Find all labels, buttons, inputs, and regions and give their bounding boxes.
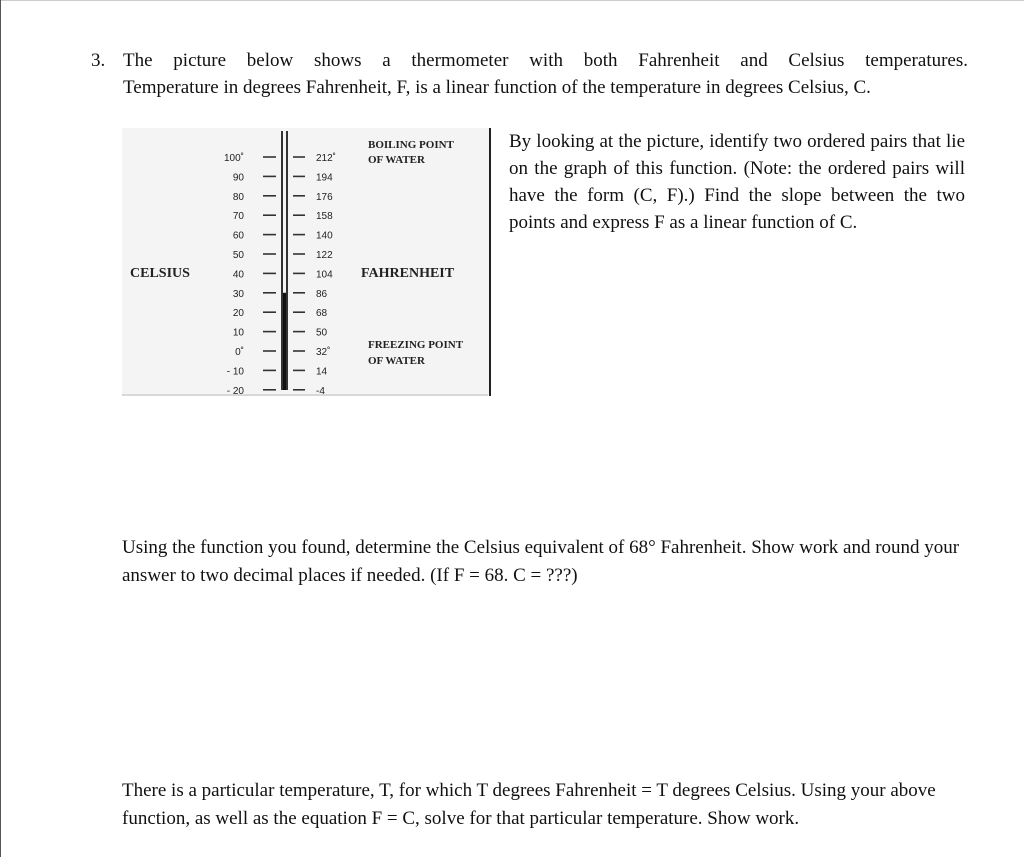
celsius-label: CELSIUS — [130, 266, 190, 281]
thermometer-panel — [122, 128, 490, 396]
celsius-tick-label: 90 — [232, 172, 244, 184]
celsius-tick-label: 0˚ — [235, 347, 244, 358]
thermometer-figure — [122, 128, 492, 396]
fahrenheit-tick-label: 104 — [316, 269, 333, 281]
question-part-b: Using the function you found, determine the Celsius equivalent of 68° Fahrenheit. Show work and round your answer to two decimal places if needed. (If F = 68. C = ???) — [122, 537, 960, 586]
question-intro-line-1: The picture below shows a thermometer with both Fahrenheit and Celsius temperatures. — [123, 50, 968, 71]
fahrenheit-tick-label: 158 — [316, 211, 333, 223]
boiling-point-label-line-1: BOILING POINT — [368, 139, 454, 151]
fahrenheit-tick-label: 68 — [316, 308, 328, 320]
celsius-tick-label: - 10 — [226, 366, 244, 378]
fahrenheit-tick-label: 194 — [316, 172, 333, 184]
boiling-point-label-line-2: OF WATER — [368, 154, 425, 166]
question-intro — [123, 47, 968, 101]
celsius-tick-label: 20 — [232, 308, 244, 320]
question-part-c: There is a particular temperature, T, for which T degrees Fahrenheit = T degrees Celsius. Using your above function, as well as the equation F = C, solve for that particular temperature. Show work. — [122, 780, 936, 829]
celsius-tick-label: 100˚ — [223, 153, 244, 164]
mercury-column — [283, 293, 286, 390]
freezing-point-label-line-1: FREEZING POINT — [368, 339, 464, 351]
question-intro-line-2: Temperature in degrees Fahrenheit, F, is a linear function of the temperature in degrees Celsius, C. — [123, 77, 871, 98]
fahrenheit-tick-label: 176 — [316, 191, 333, 203]
fahrenheit-tick-label: 50 — [316, 327, 328, 339]
thermometer-svg — [122, 128, 492, 396]
question-instruction: By looking at the picture, identify two ordered pairs that lie on the graph of this function. (Note: the ordered pairs will have the form (C, F).) Find the slope between the two points and express F as a linear function of C. — [509, 131, 965, 233]
celsius-tick-label: 30 — [232, 288, 244, 300]
celsius-tick-label: 10 — [232, 327, 244, 339]
fahrenheit-tick-label: 122 — [316, 250, 333, 261]
question-number: 3. — [91, 50, 106, 71]
celsius-tick-label: 40 — [232, 269, 244, 281]
celsius-tick-label: 80 — [232, 191, 244, 203]
fahrenheit-tick-label: 140 — [316, 230, 333, 242]
celsius-tick-label: - 20 — [226, 385, 244, 396]
fahrenheit-label: FAHRENHEIT — [361, 266, 455, 281]
page-border-left — [0, 0, 1, 857]
celsius-tick-label: 70 — [232, 211, 244, 223]
fahrenheit-tick-label: 32˚ — [316, 347, 331, 358]
fahrenheit-tick-label: 212˚ — [316, 153, 337, 164]
celsius-tick-label: 50 — [232, 250, 244, 261]
fahrenheit-tick-label: 14 — [316, 366, 328, 378]
page-border-top — [0, 0, 1024, 1]
fahrenheit-tick-label: 86 — [316, 288, 328, 300]
celsius-tick-label: 60 — [232, 230, 244, 242]
freezing-point-label-line-2: OF WATER — [368, 355, 425, 367]
fahrenheit-tick-label: -4 — [316, 385, 325, 396]
